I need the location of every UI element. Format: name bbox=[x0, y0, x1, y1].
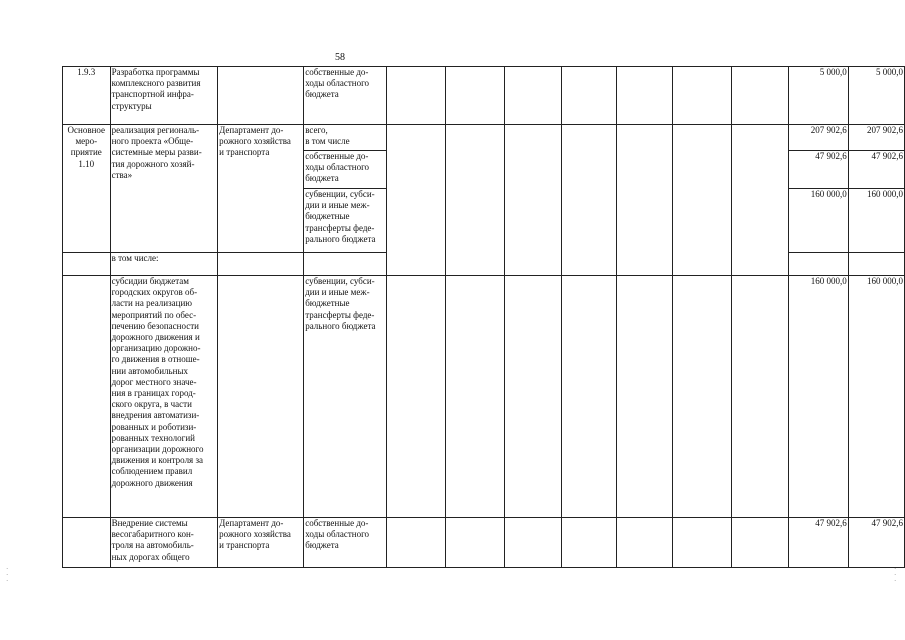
funding-source: собственные до- ходы областного бюджета bbox=[304, 518, 387, 568]
empty-cell bbox=[504, 125, 561, 276]
value-cell: 47 902,6 bbox=[788, 151, 848, 189]
empty-cell bbox=[446, 125, 505, 276]
subheading: в том числе: bbox=[110, 253, 218, 276]
empty-cell bbox=[732, 276, 789, 518]
funding-source: собственные до- ходы областного бюджета bbox=[304, 151, 387, 189]
scan-margin-mark-right: · · · bbox=[894, 565, 897, 585]
budget-table bbox=[62, 66, 905, 568]
value-cell: 160 000,0 bbox=[848, 276, 904, 518]
empty-cell bbox=[504, 276, 561, 518]
funding-source: собственные до- ходы областного бюджета bbox=[304, 67, 387, 125]
empty-cell bbox=[446, 518, 505, 568]
funding-source: всего, в том числе bbox=[304, 125, 387, 151]
table-row bbox=[63, 518, 905, 568]
empty-cell bbox=[673, 518, 732, 568]
value-cell: 47 902,6 bbox=[788, 518, 848, 568]
empty-cell bbox=[387, 67, 446, 125]
empty-cell bbox=[446, 276, 505, 518]
row-number: Основное меро- приятие 1.10 bbox=[63, 125, 111, 253]
empty-cell bbox=[732, 518, 789, 568]
empty-cell bbox=[732, 67, 789, 125]
empty-cell bbox=[788, 253, 848, 276]
empty-cell bbox=[387, 276, 446, 518]
value-cell: 5 000,0 bbox=[848, 67, 904, 125]
funding-source: субвенции, субси- дии и иные меж- бюджетные трансферты феде- рального бюджета bbox=[304, 189, 387, 253]
table-row bbox=[63, 276, 905, 518]
value-cell: 207 902,6 bbox=[788, 125, 848, 151]
empty-cell bbox=[63, 518, 111, 568]
executor bbox=[218, 67, 304, 125]
empty-cell bbox=[218, 276, 304, 518]
empty-cell bbox=[218, 253, 304, 276]
empty-cell bbox=[446, 67, 505, 125]
empty-cell bbox=[387, 518, 446, 568]
executor: Департамент до- рожного хозяйства и транспорта bbox=[218, 518, 304, 568]
empty-cell bbox=[673, 67, 732, 125]
empty-cell bbox=[561, 125, 616, 276]
empty-cell bbox=[63, 253, 111, 276]
empty-cell bbox=[673, 125, 732, 276]
empty-cell bbox=[616, 276, 673, 518]
empty-cell bbox=[732, 125, 789, 276]
page-number: 58 bbox=[335, 52, 345, 63]
empty-cell bbox=[673, 276, 732, 518]
empty-cell bbox=[561, 518, 616, 568]
empty-cell bbox=[616, 125, 673, 276]
value-cell: 47 902,6 bbox=[848, 151, 904, 189]
empty-cell bbox=[504, 67, 561, 125]
funding-source: субвенции, субси- дии и иные меж- бюджетные трансферты феде- рального бюджета bbox=[304, 276, 387, 518]
empty-cell bbox=[848, 253, 904, 276]
value-cell: 160 000,0 bbox=[788, 189, 848, 253]
empty-cell bbox=[504, 518, 561, 568]
empty-cell bbox=[616, 67, 673, 125]
value-cell: 160 000,0 bbox=[788, 276, 848, 518]
measure-name: Внедрение системы весогабаритного кон- троля на автомобиль- ных дорогах общего bbox=[110, 518, 218, 568]
scan-margin-mark-left: · · · bbox=[6, 565, 9, 585]
empty-cell bbox=[304, 253, 387, 276]
measure-name: Разработка программы комплексного развития транспортной инфра- структуры bbox=[110, 67, 218, 125]
value-cell: 160 000,0 bbox=[848, 189, 904, 253]
value-cell: 5 000,0 bbox=[788, 67, 848, 125]
empty-cell bbox=[387, 125, 446, 276]
table-row bbox=[63, 67, 905, 125]
empty-cell bbox=[561, 67, 616, 125]
row-number: 1.9.3 bbox=[63, 67, 111, 125]
empty-cell bbox=[63, 276, 111, 518]
value-cell: 207 902,6 bbox=[848, 125, 904, 151]
measure-name: субсидии бюджетам городских округов об- ласти на реализацию мероприятий по обес- печению безопасности дорожного движения и организацию дорожно- го движения в отноше- нии автомобильных дорог местного значе- ния в границах город- ского округа, в части внедрения автоматизи- рованных и роботизи- рованных технологий организации дорожного движения и контроля за соблюдением правил дорожного движения bbox=[110, 276, 218, 518]
table-row bbox=[63, 125, 905, 151]
value-cell: 47 902,6 bbox=[848, 518, 904, 568]
empty-cell bbox=[561, 276, 616, 518]
measure-name: реализация региональ- ного проекта «Обще- системные меры разви- тия дорожного хозяй- ства» bbox=[110, 125, 218, 253]
executor: Департамент до- рожного хозяйства и транспорта bbox=[218, 125, 304, 253]
empty-cell bbox=[616, 518, 673, 568]
